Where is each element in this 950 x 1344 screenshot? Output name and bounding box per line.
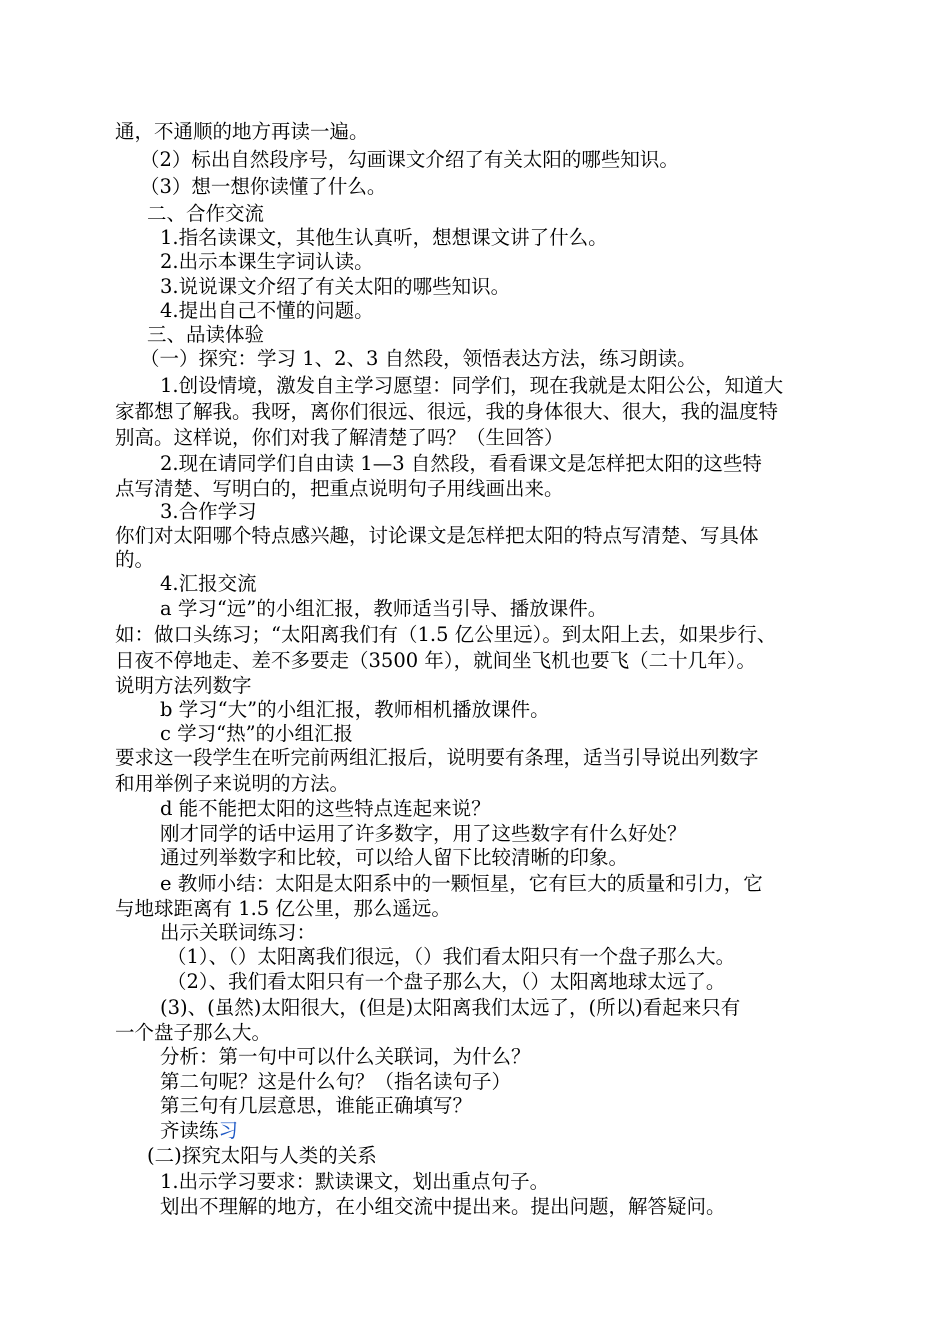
- text-line: 2.现在请同学们自由读 1—3 自然段，看看课文是怎样把太阳的这些特: [160, 452, 762, 475]
- text-line: （1）、（）太阳离我们很远，（）我们看太阳只有一个盘子那么大。: [167, 945, 736, 968]
- text-line: 1.指名读课文，其他生认真听，想想课文讲了什么。: [160, 226, 608, 249]
- subsection-heading: (二)探究太阳与人类的关系: [147, 1144, 377, 1167]
- text-line: 4.汇报交流: [160, 572, 257, 595]
- text-line: 4.提出自己不懂的问题。: [160, 299, 374, 322]
- section-heading: 二、合作交流: [147, 202, 265, 225]
- text-line: b 学习“大”的小组汇报，教师相机播放课件。: [160, 698, 550, 721]
- text-line: 说明方法列数字: [115, 674, 252, 697]
- subsection-heading: （一）探究：学习 1、2、3 自然段，领悟表达方法，练习朗读。: [140, 347, 697, 370]
- text-line: 2.出示本课生字词认读。: [160, 250, 374, 273]
- text-line: 分析：第一句中可以什么关联词，为什么？: [160, 1045, 531, 1068]
- text-line: 家都想了解我。我呀，离你们很远、很远，我的身体很大、很大，我的温度特: [115, 400, 779, 423]
- text-line: 划出不理解的地方，在小组交流中提出来。提出问题，解答疑问。: [160, 1195, 726, 1218]
- text-line: （2）、我们看太阳只有一个盘子那么大，（）太阳离地球太远了。: [167, 970, 726, 993]
- text-line: 你们对太阳哪个特点感兴趣，讨论课文是怎样把太阳的特点写清楚、写具体: [115, 524, 759, 547]
- text-line: 第二句呢？这是什么句？（指名读句子）: [160, 1070, 512, 1093]
- text-line: 第三句有几层意思，谁能正确填写？: [160, 1094, 473, 1117]
- text-line: 1.出示学习要求：默读课文，划出重点句子。: [160, 1170, 550, 1193]
- text-line: a 学习“远”的小组汇报，教师适当引导、播放课件。: [160, 597, 608, 620]
- text-line: 3.说说课文介绍了有关太阳的哪些知识。: [160, 275, 511, 298]
- section-heading: 三、品读体验: [147, 323, 265, 346]
- text-line: 3.合作学习: [160, 500, 257, 523]
- text-line: 日夜不停地走、差不多要走（3500 年），就间坐飞机也要飞（二十几年）。: [115, 649, 756, 672]
- text-fragment: 齐读练: [160, 1119, 219, 1142]
- highlighted-text: 习: [218, 1119, 239, 1142]
- text-line: 通，不通顺的地方再读一遍。: [115, 120, 369, 143]
- text-line: 别高。这样说，你们对我了解清楚了吗？（生回答）: [115, 426, 564, 449]
- text-line: 1.创设情境，激发自主学习愿望：同学们，现在我就是太阳公公，知道大: [160, 374, 784, 397]
- text-line: (3)、(虽然)太阳很大，(但是)太阳离我们太远了，(所以)看起来只有: [160, 996, 741, 1019]
- text-line: 要求这一段学生在听完前两组汇报后，说明要有条理，适当引导说出列数字: [115, 746, 759, 769]
- text-line: （3）想一想你读懂了什么。: [140, 175, 387, 198]
- text-line: [160, 1119, 942, 1143]
- text-line: 刚才同学的话中运用了许多数字，用了这些数字有什么好处？: [160, 822, 687, 845]
- text-line: 和用举例子来说明的方法。: [115, 772, 350, 795]
- text-line: 一个盘子那么大。: [115, 1021, 272, 1044]
- text-line: 的。: [115, 548, 155, 571]
- text-line: d 能不能把太阳的这些特点连起来说？: [160, 797, 491, 820]
- text-line: e 教师小结：太阳是太阳系中的一颗恒星，它有巨大的质量和引力，它: [160, 872, 763, 895]
- text-line: 如：做口头练习；“太阳离我们有（1.5 亿公里远）。到太阳上去，如果步行、: [115, 623, 777, 646]
- text-line: c 学习“热”的小组汇报: [160, 722, 354, 745]
- text-line: 与地球距离有 1.5 亿公里，那么遥远。: [115, 897, 451, 920]
- text-line: 通过列举数字和比较，可以给人留下比较清晰的印象。: [160, 846, 629, 869]
- text-line: 出示关联词练习：: [160, 921, 317, 944]
- text-line: 点写清楚、写明白的，把重点说明句子用线画出来。: [115, 477, 564, 500]
- text-line: （2）标出自然段序号，勾画课文介绍了有关太阳的哪些知识。: [140, 148, 679, 171]
